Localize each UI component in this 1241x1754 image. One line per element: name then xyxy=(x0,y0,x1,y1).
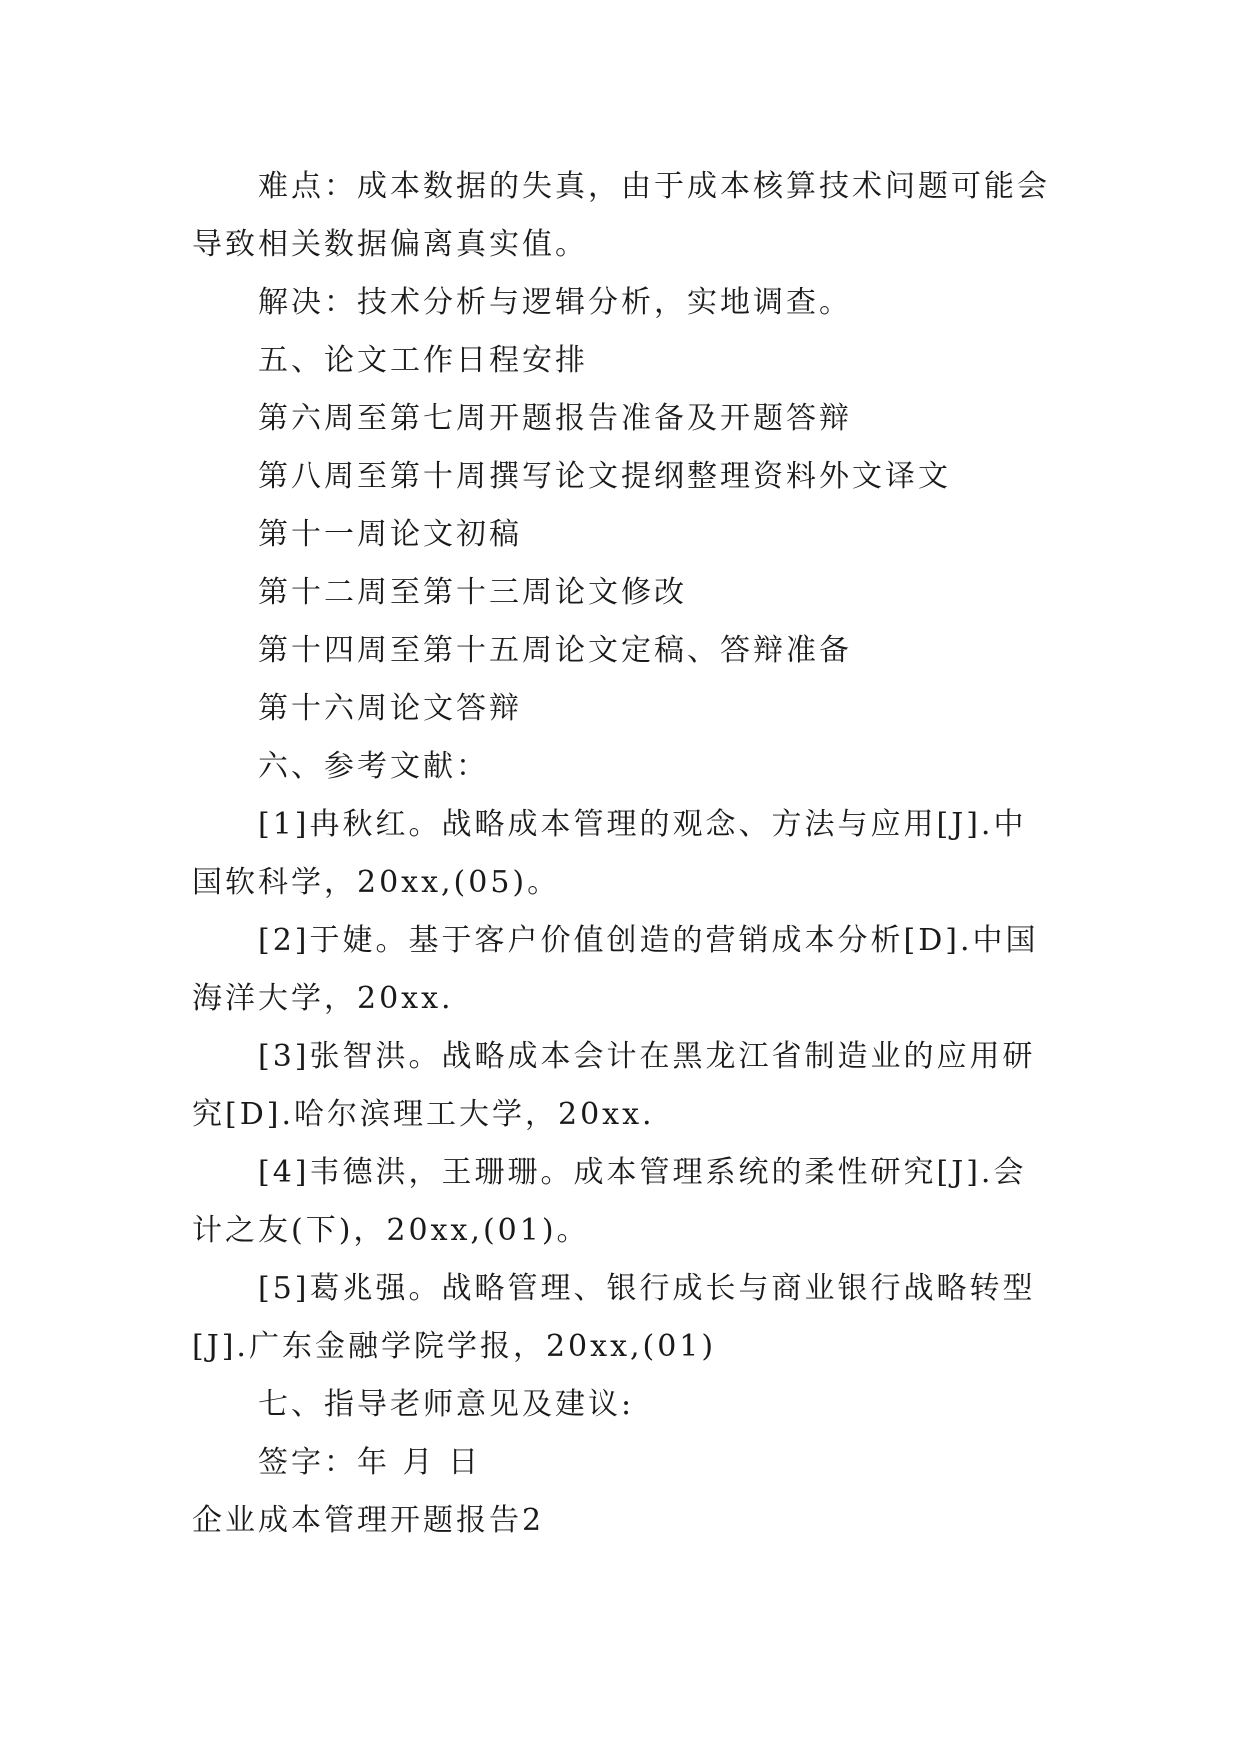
reference-item: [1]冉秋红。战略成本管理的观念、方法与应用[J].中国软科学，20xx,(05)。 xyxy=(192,807,1027,900)
section-heading-references: 六、参考文献： xyxy=(258,749,489,784)
reference-item: [4]韦德洪，王珊珊。成本管理系统的柔性研究[J].会计之友(下)，20xx,(01)。 xyxy=(192,1155,1027,1248)
schedule-item: 第十二周至第十三周论文修改 xyxy=(258,575,687,610)
schedule-item: 第十四周至第十五周论文定稿、答辩准备 xyxy=(258,633,852,668)
reference-item: [5]葛兆强。战略管理、银行成长与商业银行战略转型[J].广东金融学院学报，20xx,(01) xyxy=(192,1271,1036,1364)
section-heading-advisor-opinion: 七、指导老师意见及建议: xyxy=(258,1387,635,1422)
schedule-item: 第八周至第十周撰写论文提纲整理资料外文译文 xyxy=(258,459,951,494)
next-document-title: 企业成本管理开题报告2 xyxy=(192,1503,545,1538)
document-body xyxy=(192,158,1052,1550)
schedule-item: 第六周至第七周开题报告准备及开题答辩 xyxy=(258,401,852,436)
paragraph-solution: 解决：技术分析与逻辑分析，实地调查。 xyxy=(258,285,852,320)
reference-item: [2]于婕。基于客户价值创造的营销成本分析[D].中国海洋大学，20xx. xyxy=(192,923,1039,1016)
schedule-item: 第十一周论文初稿 xyxy=(258,517,522,552)
section-heading-schedule: 五、论文工作日程安排 xyxy=(258,343,588,378)
paragraph-difficulty: 难点：成本数据的失真，由于成本核算技术问题可能会导致相关数据偏离真实值。 xyxy=(192,169,1050,262)
schedule-item: 第十六周论文答辩 xyxy=(258,691,522,726)
signature-line: 签字：年 月 日 xyxy=(258,1445,482,1480)
reference-item: [3]张智洪。战略成本会计在黑龙江省制造业的应用研究[D].哈尔滨理工大学，20xx. xyxy=(192,1039,1036,1132)
